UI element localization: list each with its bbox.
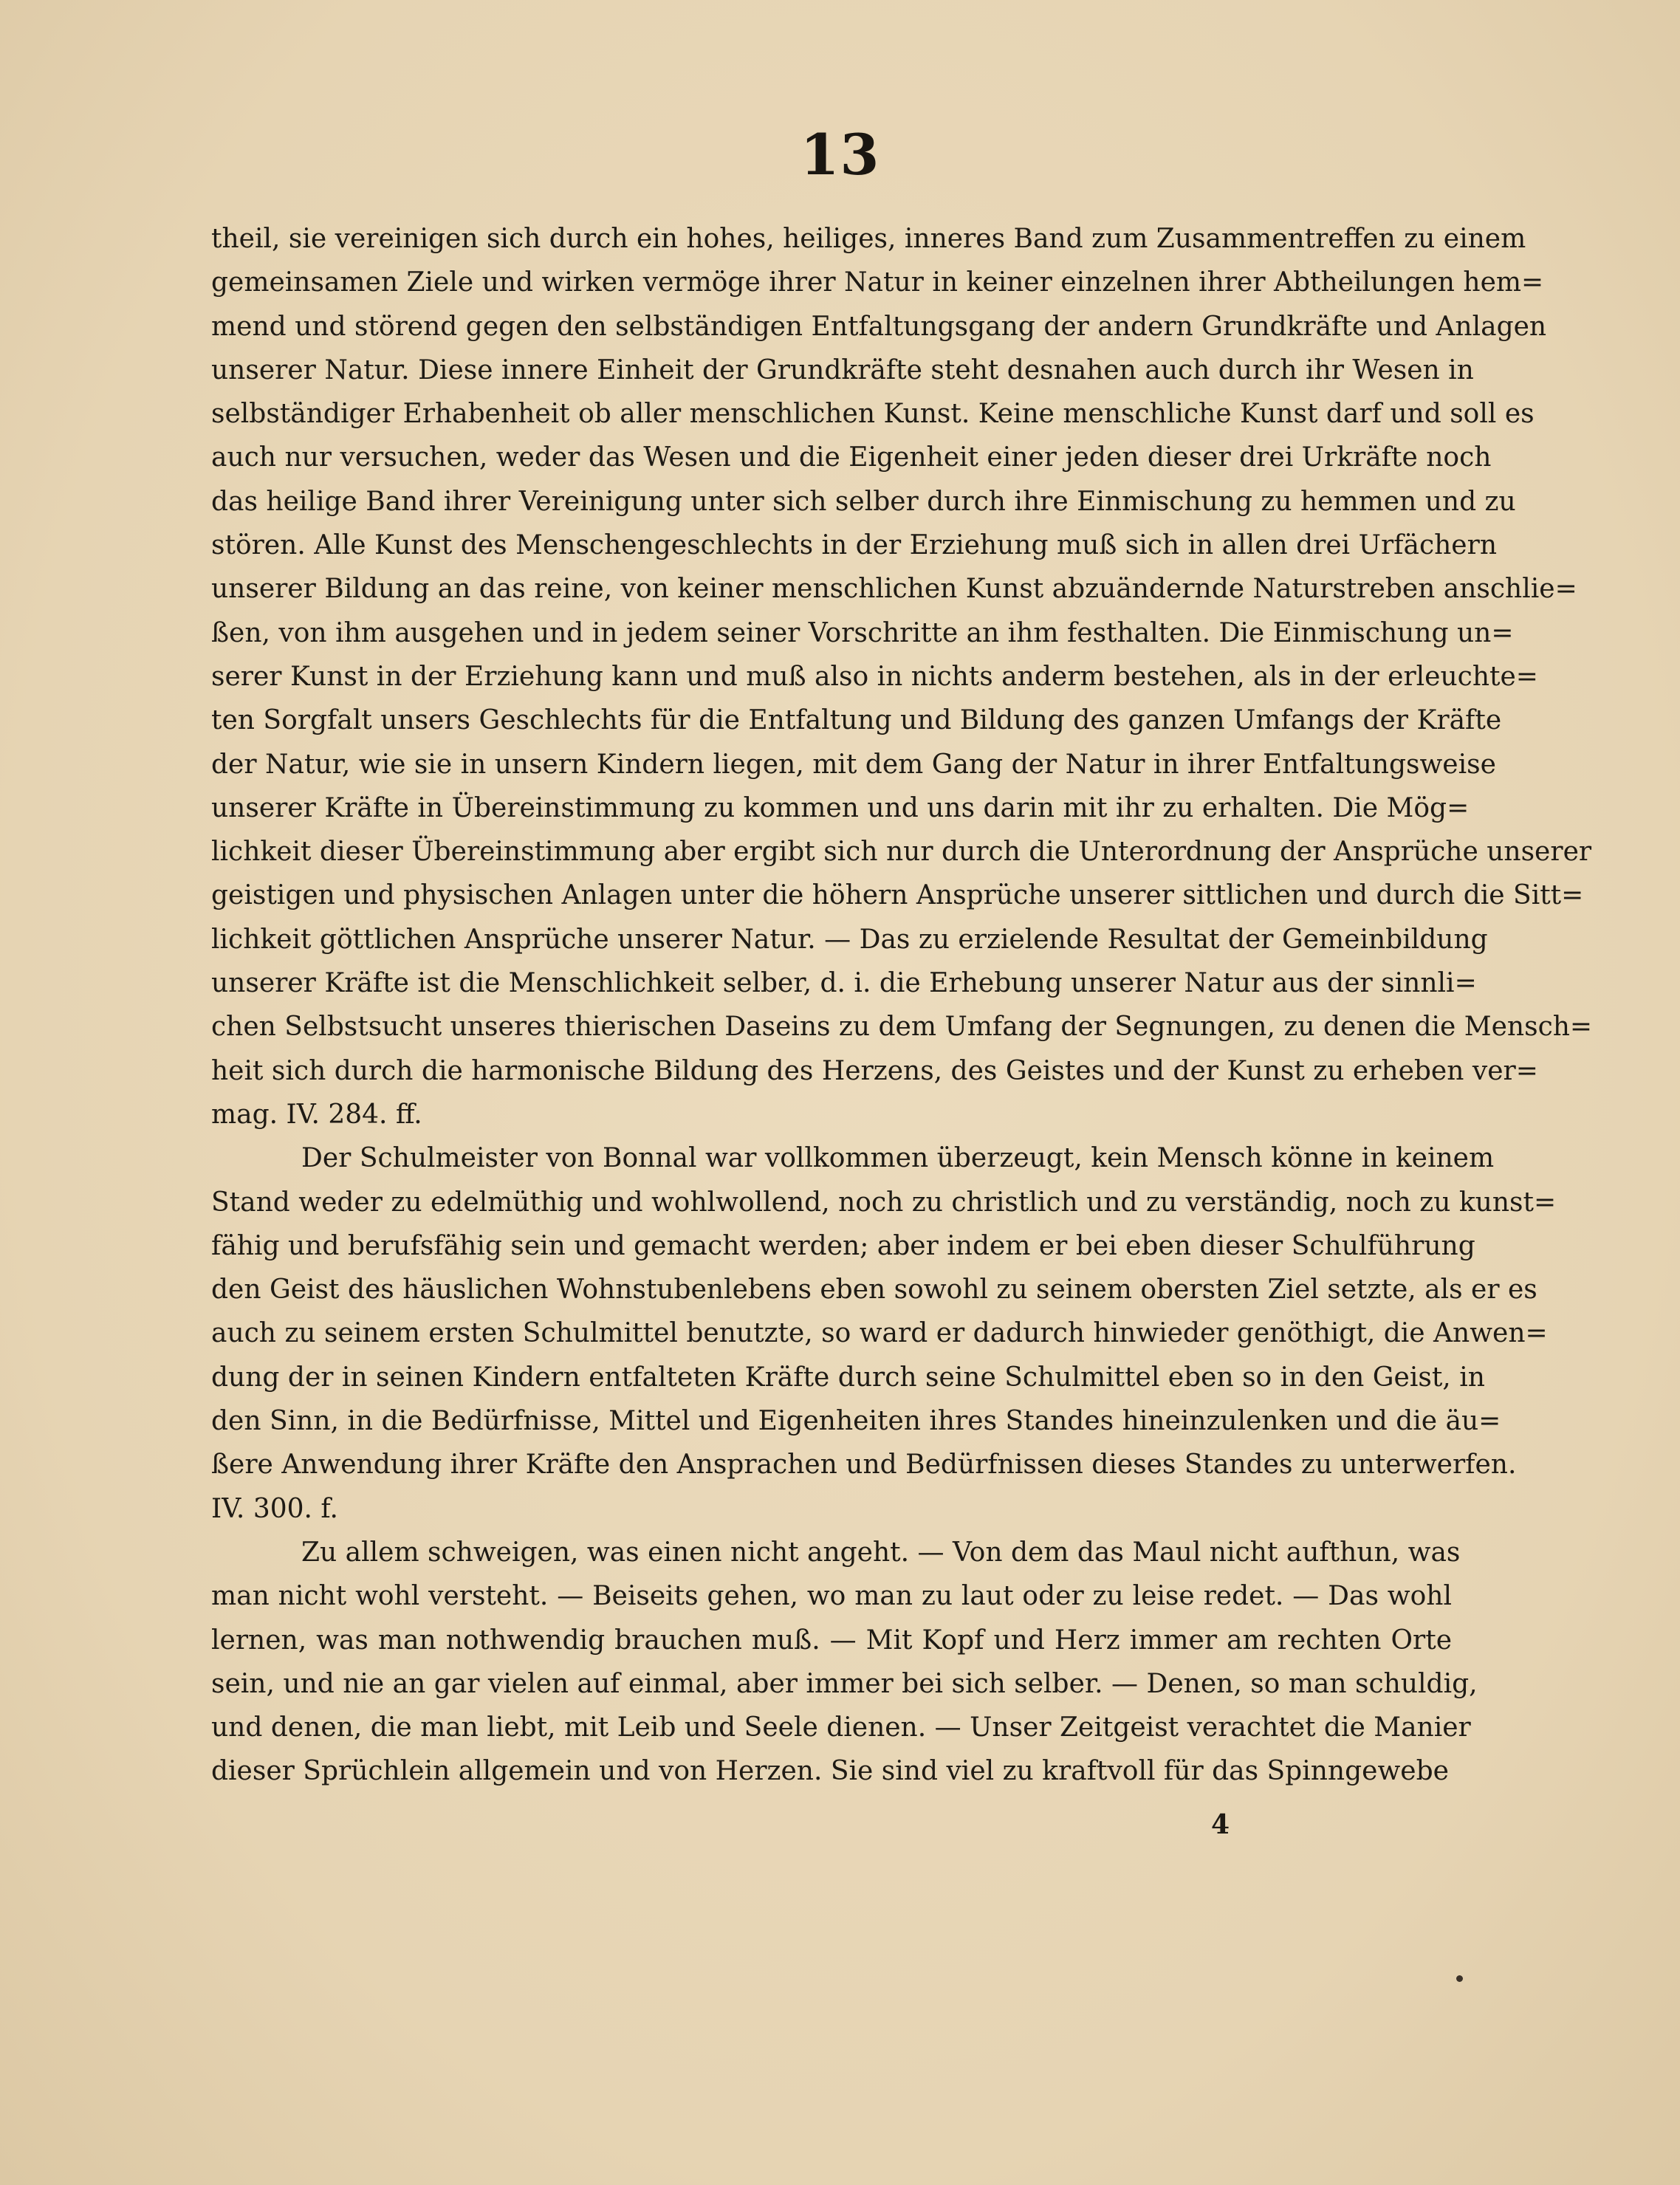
text-line: mend und störend gegen den selbständigen Entfaltungsgang der andern Grundkräfte und Anlagen [211,311,1547,342]
text-line: fähig und berufsfähig sein und gemacht werden; aber indem er bei eben dieser Schulführung [211,1230,1475,1261]
text-line: lernen, was man nothwendig brauchen muß. — Mit Kopf und Herz immer am rechten Orte [211,1625,1452,1656]
ink-spot [1456,1975,1463,1982]
text-line: unserer Bildung an das reine, von keiner menschlichen Kunst abzuändernde Naturstreben anschlie= [211,574,1577,605]
body-text [211,217,1593,1794]
text-line: unserer Natur. Diese innere Einheit der Grundkräfte steht desnahen auch durch ihr Wesen in [211,354,1474,385]
text-line: Zu allem schweigen, was einen nicht angeht. — Von dem das Maul nicht aufthun, was [301,1537,1461,1568]
text-line: dieser Sprüchlein allgemein und von Herzen. Sie sind viel zu kraftvoll für das Spinngewebe [211,1756,1449,1787]
text-line: der Natur, wie sie in unsern Kindern liegen, mit dem Gang der Natur in ihrer Entfaltungsweise [211,749,1496,780]
text-line: heit sich durch die harmonische Bildung des Herzens, des Geistes und der Kunst zu erheben ver= [211,1055,1538,1086]
text-line: ten Sorgfalt unsers Geschlechts für die Entfaltung und Bildung des ganzen Umfangs der Kräfte [211,705,1502,736]
page-number: 13 [800,122,880,188]
text-line: Stand weder zu edelmüthig und wohlwollend, noch zu christlich und zu verständig, noch zu kunst= [211,1187,1557,1218]
text-line: IV. 300. f. [211,1493,338,1524]
text-line: und denen, die man liebt, mit Leib und Seele dienen. — Unser Zeitgeist verachtet die Manier [211,1712,1471,1743]
text-line: geistigen und physischen Anlagen unter die höhern Ansprüche unserer sittlichen und durch die Sitt= [211,880,1584,911]
text-line: den Sinn, in die Bedürfnisse, Mittel und Eigenheiten ihres Standes hineinzulenken und die äu= [211,1406,1501,1437]
text-line: lichkeit dieser Übereinstimmung aber ergibt sich nur durch die Unterordnung der Ansprüche unserer [211,837,1592,868]
text-line: ßere Anwendung ihrer Kräfte den Ansprachen und Bedürfnissen dieses Standes zu unterwerfen. [211,1450,1517,1481]
signature-mark: 4 [1211,1809,1230,1840]
text-line: auch zu seinem ersten Schulmittel benutzte, so ward er dadurch hinwieder genöthigt, die Anwen= [211,1318,1548,1349]
text-line: auch nur versuchen, weder das Wesen und die Eigenheit einer jeden dieser drei Urkräfte noch [211,442,1492,473]
text-line: mag. IV. 284. ff. [211,1099,422,1130]
text-line: unserer Kräfte ist die Menschlichkeit selber, d. i. die Erhebung unserer Natur aus der sinnli= [211,968,1477,999]
text-line: ßen, von ihm ausgehen und in jedem seiner Vorschritte an ihm festhalten. Die Einmischung un= [211,617,1514,648]
text-line: serer Kunst in der Erziehung kann und muß also in nichts anderm bestehen, als in der erleuchte= [211,661,1538,692]
text-line: das heilige Band ihrer Vereinigung unter sich selber durch ihre Einmischung zu hemmen und zu [211,486,1516,517]
text-line: dung der in seinen Kindern entfalteten Kräfte durch seine Schulmittel eben so in den Geist, in [211,1362,1485,1393]
text-line: den Geist des häuslichen Wohnstubenlebens eben sowohl zu seinem obersten Ziel setzte, als er es [211,1275,1537,1306]
text-line: unserer Kräfte in Übereinstimmung zu kommen und uns darin mit ihr zu erhalten. Die Mög= [211,792,1470,823]
text-line: sein, und nie an gar vielen auf einmal, aber immer bei sich selber. — Denen, so man schuldig, [211,1668,1478,1699]
text-line: man nicht wohl versteht. — Beiseits gehen, wo man zu laut oder zu leise redet. — Das wohl [211,1581,1452,1612]
text-line: gemeinsamen Ziele und wirken vermöge ihrer Natur in keiner einzelnen ihrer Abtheilungen hem= [211,267,1544,298]
text-line: theil, sie vereinigen sich durch ein hohes, heiliges, inneres Band zum Zusammentreffen zu einem [211,224,1526,254]
text-line: selbständiger Erhabenheit ob aller menschlichen Kunst. Keine menschliche Kunst darf und soll es [211,399,1535,430]
text-line: lichkeit göttlichen Ansprüche unserer Natur. — Das zu erzielende Resultat der Gemeinbildung [211,924,1488,955]
text-line: stören. Alle Kunst des Menschengeschlechts in der Erziehung muß sich in allen drei Urfächern [211,530,1498,561]
text-line: Der Schulmeister von Bonnal war vollkommen überzeugt, kein Mensch könne in keinem [301,1143,1495,1174]
text-line: chen Selbstsucht unseres thierischen Daseins zu dem Umfang der Segnungen, zu denen die Mensch= [211,1012,1593,1043]
